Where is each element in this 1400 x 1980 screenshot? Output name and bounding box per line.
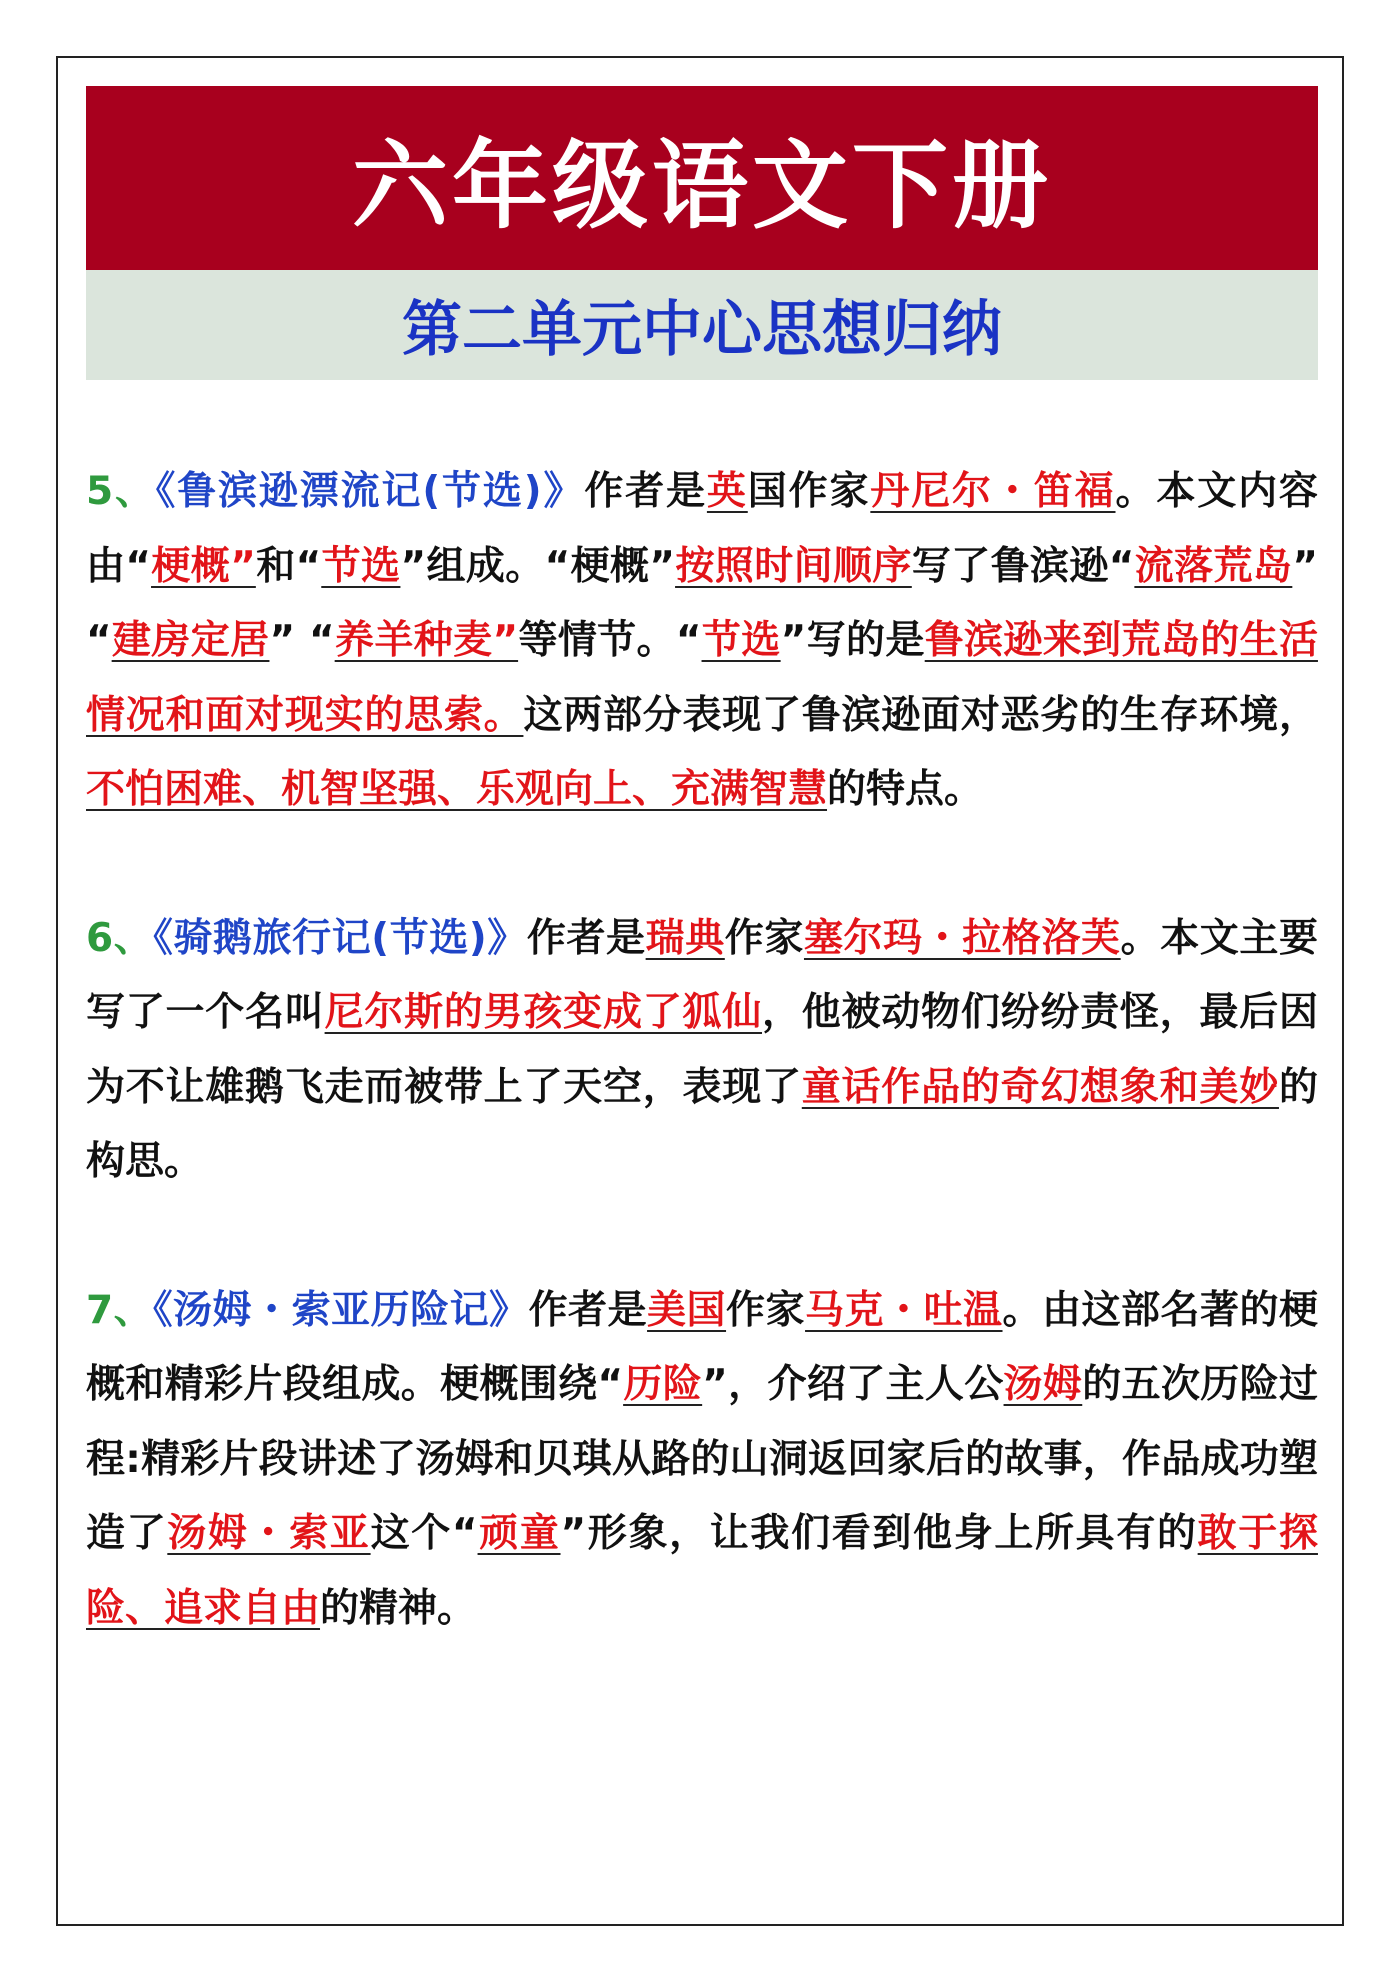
answer: 节选 <box>701 618 781 663</box>
answer: 历险 <box>623 1362 703 1407</box>
text: 的精神。 <box>320 1585 477 1631</box>
text: 作家 <box>724 915 804 961</box>
answer: 梗概” <box>151 543 256 589</box>
item-number: 5、 <box>86 469 156 514</box>
text: 作者是 <box>526 915 646 961</box>
text: 这两部分表现了鲁滨逊面对恶劣的生存环境， <box>523 692 1318 738</box>
answer: 塞尔玛・拉格洛芙 <box>803 915 1121 961</box>
text: 。本文主要写了一个名叫 <box>86 915 1318 1035</box>
answer: 养羊种麦” <box>334 618 519 663</box>
answer: 英 <box>706 469 748 514</box>
text: ” “ <box>86 543 1318 663</box>
answer: 马克・吐温 <box>805 1287 1003 1333</box>
text: 的构思。 <box>86 1064 1318 1184</box>
title-banner <box>86 86 1318 270</box>
answer: 不怕困难、机智坚强、乐观向上、充满智慧 <box>86 767 828 812</box>
text: 等情节。“ <box>518 618 702 663</box>
text: 的五次历险过程:精彩片段讲述了汤姆和贝琪从路的山洞返回家后的故事，作品成功塑造了 <box>86 1362 1318 1556</box>
answer: 童话作品的奇幻想象和美妙 <box>801 1064 1279 1110</box>
answer: 丹尼尔・笛福 <box>870 469 1116 514</box>
answer: 鲁滨逊来到荒岛的生活情况和面对现实的思索。 <box>86 618 1318 738</box>
answer: 瑞典 <box>645 915 725 961</box>
item-number: 7、 <box>86 1287 154 1333</box>
answer: 按照时间顺序 <box>675 543 912 589</box>
text: 作者是 <box>584 469 707 514</box>
answer: 敢于探险、追求自由 <box>86 1511 1318 1631</box>
book-title: 《骑鹅旅行记(节选)》 <box>153 915 527 961</box>
text: 。本文内容由“ <box>86 469 1318 589</box>
book-title: 《鲁滨逊漂流记(节选)》 <box>155 469 585 514</box>
text: 作家 <box>726 1287 806 1333</box>
answer: 汤姆 <box>1003 1362 1083 1407</box>
text: 。由这部名著的梗概和精彩片段组成。梗概围绕“ <box>86 1287 1318 1407</box>
text: ” “ <box>269 618 335 663</box>
content <box>86 455 1318 1646</box>
text: ”写的是 <box>780 618 925 663</box>
answer: 尼尔斯的男孩变成了狐仙 <box>324 990 763 1035</box>
subtitle-banner <box>86 270 1318 380</box>
paragraph-5 <box>86 455 1318 828</box>
item-number: 6、 <box>86 915 154 961</box>
answer: 美国 <box>647 1287 727 1333</box>
answer: 顽童 <box>477 1511 561 1556</box>
paragraph-7 <box>86 1274 1318 1647</box>
book-title: 《汤姆・索亚历险记》 <box>153 1287 529 1333</box>
text: 的特点。 <box>827 767 984 812</box>
text: 和“ <box>255 543 322 589</box>
text: 写了鲁滨逊“ <box>911 543 1135 589</box>
answer: 建房定居 <box>111 618 270 663</box>
text: ”形象，让我们看到他身上所具有的 <box>560 1511 1198 1556</box>
page-subtitle: 第二单元中心思想归纳 <box>402 295 1002 365</box>
answer: 节选 <box>321 543 401 589</box>
text: 这个“ <box>370 1511 478 1556</box>
answer: 流落荒岛 <box>1134 543 1293 589</box>
paragraph-6 <box>86 902 1318 1200</box>
text: ”，介绍了主人公 <box>702 1362 1004 1407</box>
text: ，他被动物们纷纷责怪，最后因为不让雄鹅飞走而被带上了天空，表现了 <box>86 990 1318 1110</box>
text: 国作家 <box>747 469 871 514</box>
text: 作者是 <box>528 1287 648 1333</box>
text: ”组成。“梗概” <box>400 543 676 589</box>
page-title: 六年级语文下册 <box>352 129 1052 242</box>
answer: 汤姆・索亚 <box>167 1511 371 1556</box>
